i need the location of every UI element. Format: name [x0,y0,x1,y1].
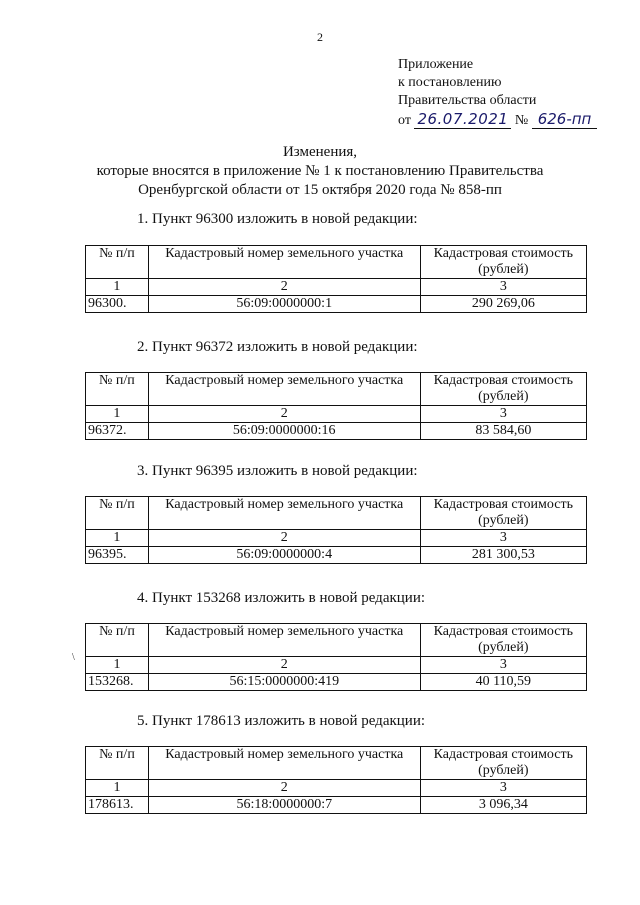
col-num-1: 1 [86,780,149,797]
row-cadastral-number: 56:18:0000000:7 [148,797,420,814]
col-num-3: 3 [420,780,586,797]
row-no: 96300. [86,296,149,313]
number-label: № [514,113,529,128]
row-value: 40 110,59 [420,674,586,691]
col-header-value: Кадастровая стоимость (рублей) [420,747,586,780]
col-num-3: 3 [420,530,586,547]
col-header-value: Кадастровая стоимость (рублей) [420,624,586,657]
item-title: 4. Пункт 153268 изложить в новой редакции: [137,590,426,606]
data-table [85,746,587,814]
col-header-value: Кадастровая стоимость (рублей) [420,246,586,279]
heading-line-2: которые вносятся в приложение № 1 к постановлению Правительства [96,163,544,179]
stray-mark: \ [72,652,75,663]
col-header-no: № п/п [86,497,149,530]
handwritten-date: 26.07.2021 [414,110,511,129]
col-header-cadastral: Кадастровый номер земельного участка [148,246,420,279]
row-no: 96395. [86,547,149,564]
row-no: 96372. [86,423,149,440]
col-header-value: Кадастровая стоимость (рублей) [420,497,586,530]
table-row [86,674,587,691]
column-number-row [86,406,587,423]
col-header-cadastral: Кадастровый номер земельного участка [148,373,420,406]
table-row [86,423,587,440]
row-no: 178613. [86,797,149,814]
col-num-1: 1 [86,657,149,674]
table-row [86,296,587,313]
heading-line-1: Изменения, [282,144,358,160]
col-num-3: 3 [420,406,586,423]
row-value: 3 096,34 [420,797,586,814]
row-value: 290 269,06 [420,296,586,313]
document-heading [0,143,640,200]
row-cadastral-number: 56:09:0000000:16 [148,423,420,440]
data-table [85,372,587,440]
col-num-1: 1 [86,279,149,296]
item-title: 2. Пункт 96372 изложить в новой редакции: [137,339,418,355]
col-header-no: № п/п [86,373,149,406]
row-cadastral-number: 56:15:0000000:419 [148,674,420,691]
row-cadastral-number: 56:09:0000000:4 [148,547,420,564]
column-number-row [86,279,587,296]
col-header-value: Кадастровая стоимость (рублей) [420,373,586,406]
col-num-2: 2 [148,406,420,423]
row-cadastral-number: 56:09:0000000:1 [148,296,420,313]
header-row [86,497,587,530]
row-value: 83 584,60 [420,423,586,440]
col-num-3: 3 [420,279,586,296]
col-num-3: 3 [420,657,586,674]
row-value: 281 300,53 [420,547,586,564]
column-number-row [86,657,587,674]
header-row [86,373,587,406]
col-header-no: № п/п [86,747,149,780]
col-header-cadastral: Кадастровый номер земельного участка [148,624,420,657]
appendix-line-3: Правительства области [398,93,537,108]
item-title: 1. Пункт 96300 изложить в новой редакции: [137,211,418,227]
col-header-cadastral: Кадастровый номер земельного участка [148,497,420,530]
appendix-block [398,56,597,130]
appendix-date-line [398,110,597,130]
col-header-cadastral: Кадастровый номер земельного участка [148,747,420,780]
item-title: 3. Пункт 96395 изложить в новой редакции: [137,463,418,479]
col-num-1: 1 [86,406,149,423]
col-num-2: 2 [148,279,420,296]
handwritten-number: 626-пп [532,110,598,129]
column-number-row [86,530,587,547]
row-no: 153268. [86,674,149,691]
header-row [86,246,587,279]
item-title: 5. Пункт 178613 изложить в новой редакции: [137,713,426,729]
from-label: от [398,113,411,128]
col-header-no: № п/п [86,624,149,657]
table-row [86,547,587,564]
col-num-2: 2 [148,657,420,674]
col-header-no: № п/п [86,246,149,279]
page-number: 2 [317,30,323,44]
table-row [86,797,587,814]
data-table [85,496,587,564]
col-num-1: 1 [86,530,149,547]
header-row [86,624,587,657]
data-table [85,245,587,313]
appendix-line-1: Приложение [398,57,474,72]
header-row [86,747,587,780]
appendix-line-2: к постановлению [398,75,502,90]
column-number-row [86,780,587,797]
data-table [85,623,587,691]
heading-line-3: Оренбургской области от 15 октября 2020 года № 858-пп [138,182,502,198]
col-num-2: 2 [148,530,420,547]
col-num-2: 2 [148,780,420,797]
